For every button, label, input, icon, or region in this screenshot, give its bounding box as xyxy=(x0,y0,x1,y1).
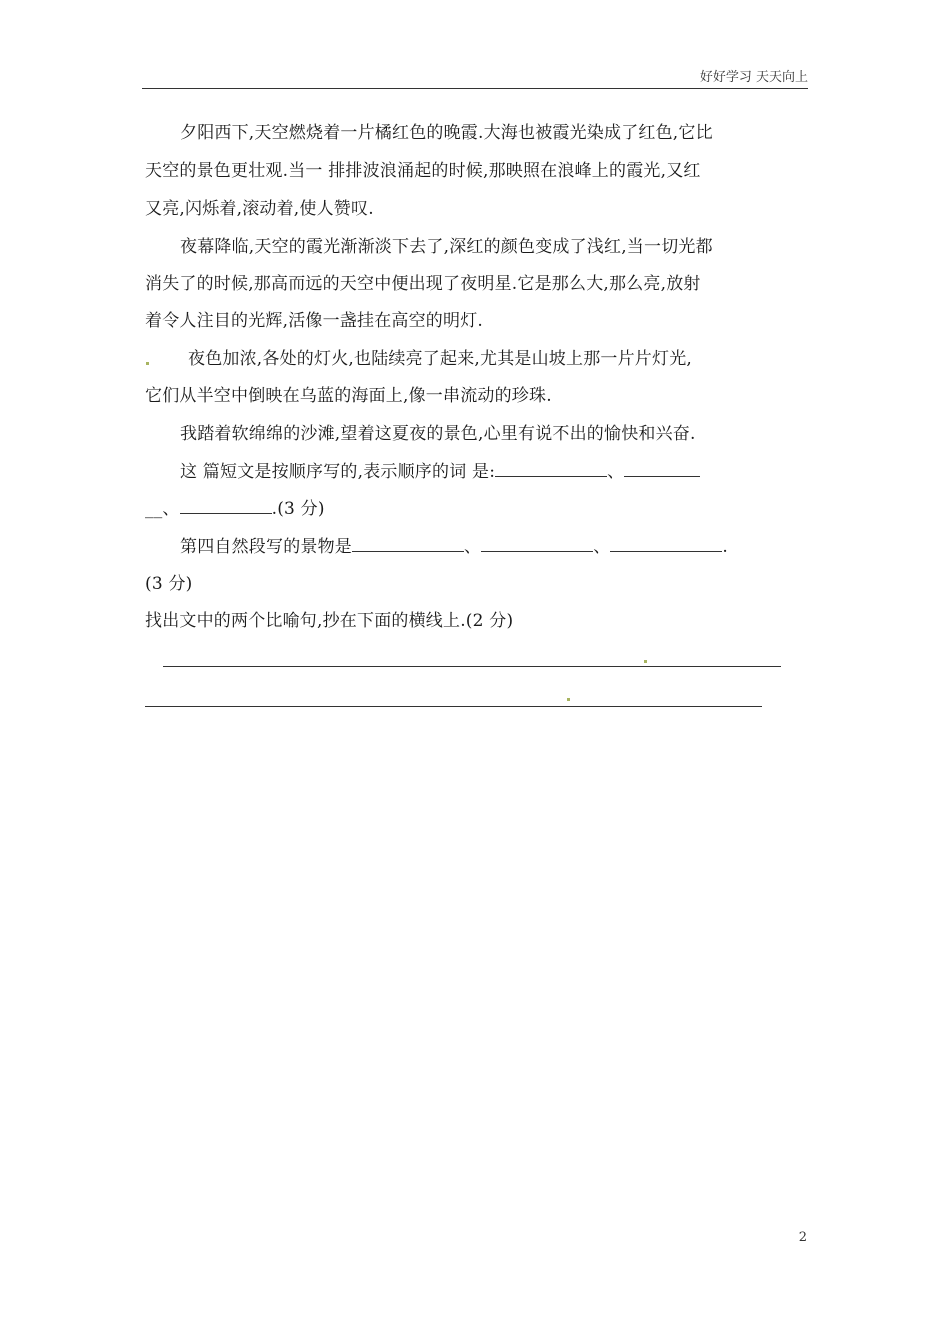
question-1-text: 这 篇短文是按顺序写的,表示顺序的词 是: xyxy=(180,462,496,482)
question-1-line-2 xyxy=(145,499,325,519)
answer-blank[interactable] xyxy=(624,462,700,477)
answer-line-1[interactable] xyxy=(163,666,781,667)
passage-line-4: 夜幕降临,天空的霞光渐渐淡下去了,深红的颜色变成了浅红,当一切光都 xyxy=(180,237,713,257)
question-3-text: 找出文中的两个比喻句,抄在下面的横线上.(2 分) xyxy=(145,611,514,631)
passage-line-6: 着令人注目的光辉,活像一盏挂在高空的明灯. xyxy=(145,311,484,331)
answer-blank[interactable] xyxy=(610,537,722,552)
answer-line-2[interactable] xyxy=(145,706,762,707)
question-2-end: . xyxy=(722,537,729,557)
passage-line-5: 消失了的时候,那高而远的天空中便出现了夜明星.它是那么大,那么亮,放射 xyxy=(145,274,701,294)
question-1-score: .(3 分) xyxy=(271,499,325,519)
answer-blank[interactable] xyxy=(180,499,272,514)
question-2-text: 第四自然段写的景物是 xyxy=(180,537,352,557)
passage-line-2: 天空的景色更壮观.当一 排排波浪涌起的时候,那映照在浪峰上的霞光,又红 xyxy=(145,161,701,181)
passage-line-8: 它们从半空中倒映在乌蓝的海面上,像一串流动的珍珠. xyxy=(145,386,552,406)
passage-line-7: 夜色加浓,各处的灯火,也陆续亮了起来,尤其是山坡上那一片片灯光, xyxy=(188,349,693,369)
question-2-score: (3 分) xyxy=(145,574,193,594)
separator: 、 xyxy=(593,537,611,557)
separator: 、 xyxy=(607,462,625,482)
page-number: 2 xyxy=(798,1230,807,1245)
passage-line-9: 我踏着软绵绵的沙滩,望着这夏夜的景色,心里有说不出的愉快和兴奋. xyxy=(180,424,696,444)
scan-speck xyxy=(644,660,647,663)
question-1-line-1 xyxy=(180,462,700,482)
passage-line-3: 又亮,闪烁着,滚动着,使人赞叹. xyxy=(145,199,374,219)
separator: 、 xyxy=(464,537,482,557)
passage-line-1: 夕阳西下,天空燃烧着一片橘红色的晚霞.大海也被霞光染成了红色,它比 xyxy=(180,123,713,143)
scan-speck xyxy=(146,362,149,365)
header-motto: 好好学习 天天向上 xyxy=(699,70,808,85)
scan-speck xyxy=(567,698,570,701)
blank-continuation: __、 xyxy=(145,499,180,519)
header-divider xyxy=(142,88,808,89)
question-2-line-1 xyxy=(180,537,728,557)
answer-blank[interactable] xyxy=(495,462,607,477)
answer-blank[interactable] xyxy=(481,537,593,552)
answer-blank[interactable] xyxy=(352,537,464,552)
